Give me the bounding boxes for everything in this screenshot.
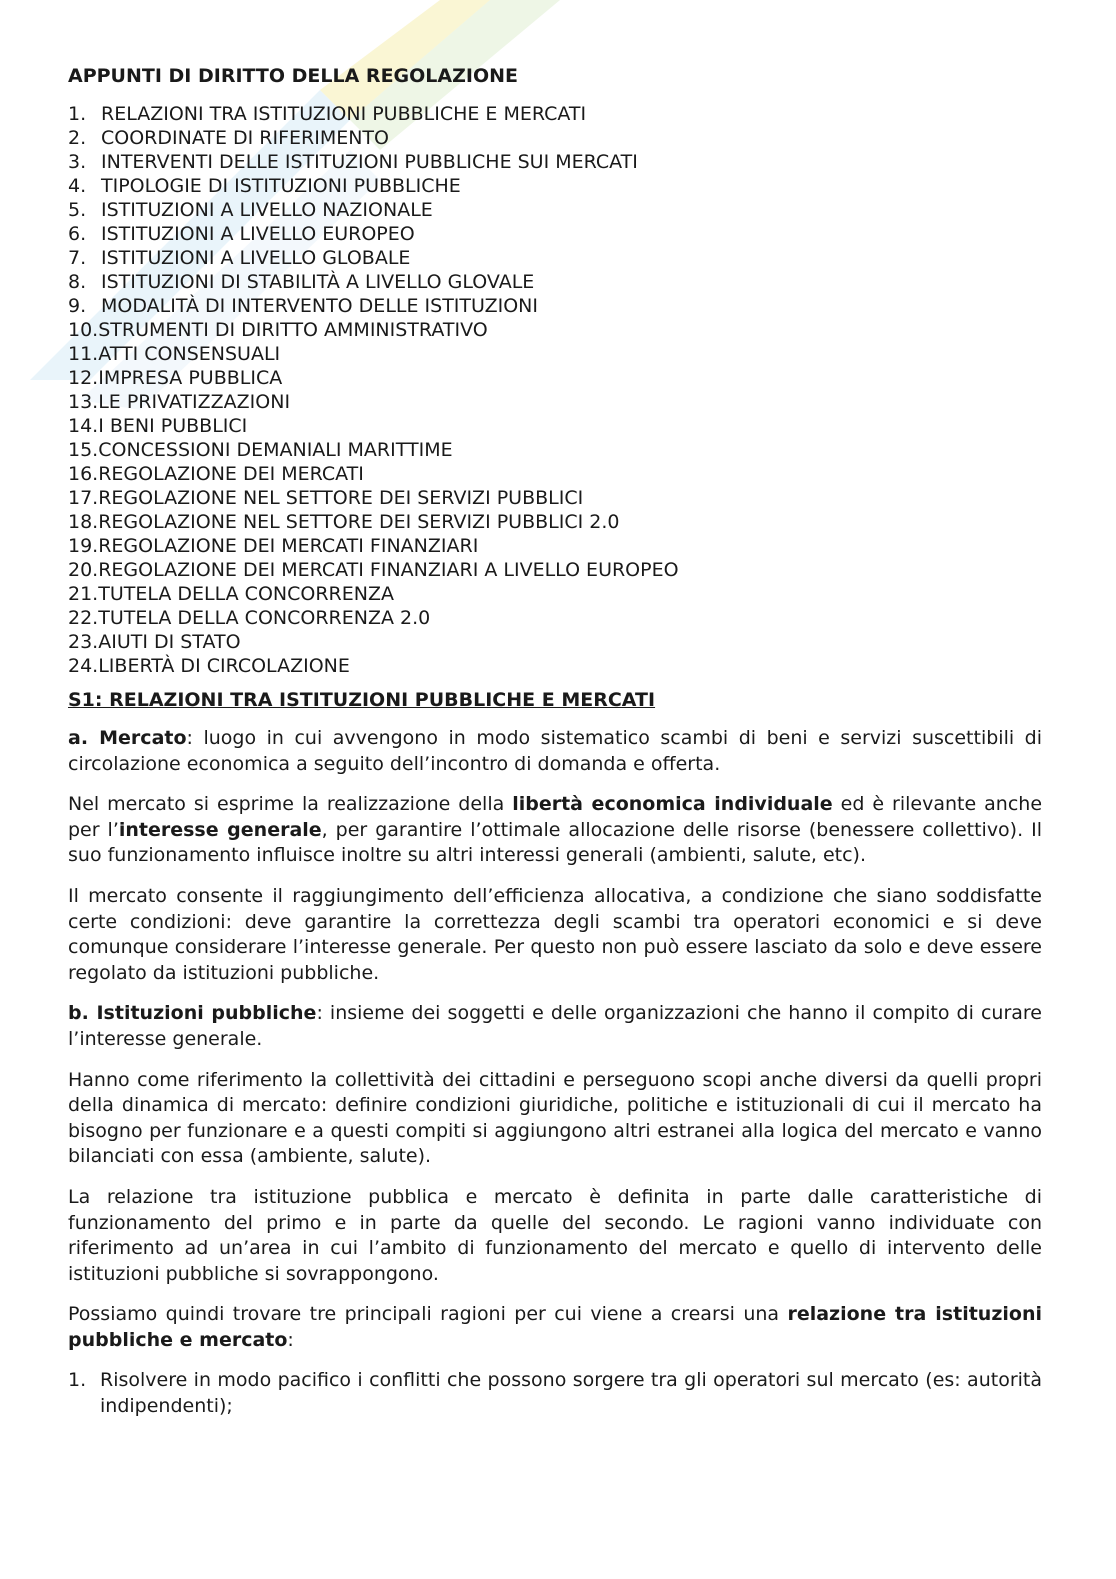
toc-item	[68, 294, 1042, 318]
toc-item-number: 13.	[68, 391, 99, 413]
bold-text: libertà economica individuale	[512, 793, 833, 816]
toc-item-number: 12.	[68, 367, 99, 389]
toc-item-label: REGOLAZIONE DEI MERCATI	[98, 463, 364, 485]
toc-item	[68, 630, 1042, 654]
toc-item-label: REGOLAZIONE DEI MERCATI FINANZIARI	[98, 535, 479, 557]
text-run: Il mercato consente il raggiungimento dell’efficienza allocativa, a condizione che siano soddisfatte certe condizioni: deve garantire la correttezza degli scambi tra operatori economici e si deve comunque considerare l’interesse generale. Per questo non può essere lasciato da solo e deve essere regolato da istituzioni pubbliche.	[68, 884, 1042, 984]
toc-item-label: RELAZIONI TRA ISTITUZIONI PUBBLICHE E MERCATI	[101, 103, 587, 125]
toc-item-number: 5.	[68, 199, 87, 221]
toc-item	[68, 534, 1042, 558]
toc-item-number: 20.	[68, 559, 99, 581]
toc-item-label: LE PRIVATIZZAZIONI	[98, 391, 291, 413]
document-title: APPUNTI DI DIRITTO DELLA REGOLAZIONE	[68, 65, 518, 87]
toc-item	[68, 222, 1042, 246]
toc-item-label: IMPRESA PUBBLICA	[98, 367, 283, 389]
toc-item-label: REGOLAZIONE NEL SETTORE DEI SERVIZI PUBBLICI 2.0	[98, 511, 620, 533]
toc-item-number: 1.	[68, 103, 87, 125]
toc-item	[68, 198, 1042, 222]
reasons-list	[68, 1368, 1042, 1419]
toc-item-number: 17.	[68, 487, 99, 509]
toc-item-number: 14.	[68, 415, 99, 437]
toc-item-label: ISTITUZIONI A LIVELLO NAZIONALE	[101, 199, 433, 221]
bold-text: relazione tra istituzioni pubbliche e mercato	[68, 1303, 1042, 1351]
toc-item-label: TUTELA DELLA CONCORRENZA	[98, 583, 394, 605]
paragraph	[68, 792, 1042, 869]
toc-item-label: COORDINATE DI RIFERIMENTO	[101, 127, 389, 149]
toc-item	[68, 366, 1042, 390]
toc-item	[68, 102, 1042, 126]
toc-item-label: ISTITUZIONI A LIVELLO EUROPEO	[101, 223, 415, 245]
toc-item-number: 11.	[68, 343, 99, 365]
toc-item-label: ATTI CONSENSUALI	[98, 343, 281, 365]
toc-item-number: 10.	[68, 319, 99, 341]
paragraph	[68, 1068, 1042, 1170]
toc-item-label: REGOLAZIONE DEI MERCATI FINANZIARI A LIVELLO EUROPEO	[98, 559, 679, 581]
text-run: : insieme dei soggetti e delle organizzazioni che hanno il compito di curare l’interesse generale.	[68, 1002, 1042, 1050]
toc-item	[68, 558, 1042, 582]
toc-item	[68, 390, 1042, 414]
toc-item-label: LIBERTÀ DI CIRCOLAZIONE	[98, 655, 350, 677]
document-page	[68, 64, 1042, 1420]
section-title: S1: RELAZIONI TRA ISTITUZIONI PUBBLICHE E MERCATI	[68, 689, 656, 711]
text-run: : luogo in cui avvengono in modo sistematico scambi di beni e servizi suscettibili di circolazione economica a seguito dell’incontro di domanda e offerta.	[68, 727, 1042, 775]
toc-item-label: TUTELA DELLA CONCORRENZA 2.0	[98, 607, 431, 629]
toc-item-number: 24.	[68, 655, 99, 677]
toc-item-number: 15.	[68, 439, 99, 461]
toc-item-label: ISTITUZIONI DI STABILITÀ A LIVELLO GLOVALE	[101, 271, 535, 293]
toc-item-number: 7.	[68, 247, 87, 269]
paragraph	[68, 1185, 1042, 1287]
toc-item-number: 8.	[68, 271, 87, 293]
toc-item-label: CONCESSIONI DEMANIALI MARITTIME	[98, 439, 453, 461]
toc-item-label: INTERVENTI DELLE ISTITUZIONI PUBBLICHE SUI MERCATI	[101, 151, 638, 173]
toc-item-label: TIPOLOGIE DI ISTITUZIONI PUBBLICHE	[101, 175, 461, 197]
bold-text: a. Mercato	[68, 727, 187, 749]
toc-item	[68, 462, 1042, 486]
toc-item	[68, 510, 1042, 534]
reason-number: 1.	[68, 1369, 87, 1392]
paragraph	[68, 1302, 1042, 1353]
toc-item-label: I BENI PUBBLICI	[98, 415, 248, 437]
toc-item	[68, 270, 1042, 294]
toc-item	[68, 582, 1042, 606]
toc-item	[68, 150, 1042, 174]
toc-item	[68, 438, 1042, 462]
bold-text: interesse generale	[118, 818, 322, 841]
text-run: ed è rilevante anche per l’	[68, 793, 1043, 841]
toc-item-number: 6.	[68, 223, 87, 245]
toc-item	[68, 246, 1042, 270]
paragraph	[68, 884, 1042, 986]
toc-item	[68, 318, 1042, 342]
toc-item-number: 21.	[68, 583, 99, 605]
table-of-contents	[68, 102, 1042, 678]
section-body	[68, 726, 1042, 1353]
toc-item-number: 4.	[68, 175, 87, 197]
toc-item-number: 18.	[68, 511, 99, 533]
toc-item	[68, 414, 1042, 438]
toc-item-number: 16.	[68, 463, 99, 485]
toc-item-label: ISTITUZIONI A LIVELLO GLOBALE	[101, 247, 411, 269]
text-run: Hanno come riferimento la collettività dei cittadini e perseguono scopi anche diversi da quelli propri della dinamica di mercato: definire condizioni giuridiche, politiche e istituzionali di cui il mercato ha bisogno per funzionare e a questi compiti si aggiungono altri estranei alla logica del mercato e vanno bilanciati con essa (ambiente, salute).	[68, 1068, 1042, 1168]
paragraph	[68, 1001, 1042, 1052]
toc-item-number: 22.	[68, 607, 99, 629]
text-run: La relazione tra istituzione pubblica e mercato è definita in parte dalle caratteristiche di funzionamento del primo e in parte da quelle del secondo. Le ragioni vanno individuate con riferimento ad un’area in cui l’ambito di funzionamento del mercato e quello di intervento delle istituzioni pubbliche si sovrappongono.	[68, 1185, 1042, 1285]
toc-item	[68, 606, 1042, 630]
bold-text: b. Istituzioni pubbliche	[68, 1002, 317, 1025]
reason-text: Risolvere in modo pacifico i conflitti che possono sorgere tra gli operatori sul mercato (es: autorità indipendenti);	[100, 1369, 1042, 1418]
toc-item-label: STRUMENTI DI DIRITTO AMMINISTRATIVO	[98, 319, 488, 341]
text-run: , per garantire l’ottimale allocazione delle risorse (benessere collettivo). Il suo funzionamento influisce inoltre su altri interessi generali (ambienti, salute, etc).	[68, 818, 1042, 867]
text-run: Possiamo quindi trovare tre principali ragioni per cui viene a crearsi una	[68, 1303, 788, 1326]
toc-item-number: 19.	[68, 535, 99, 557]
paragraph	[68, 726, 1042, 777]
toc-item	[68, 654, 1042, 678]
toc-item-number: 3.	[68, 151, 87, 173]
toc-item-number: 2.	[68, 127, 87, 149]
toc-item	[68, 486, 1042, 510]
toc-item	[68, 174, 1042, 198]
toc-item-number: 23.	[68, 631, 99, 653]
text-run: Nel mercato si esprime la realizzazione della	[68, 793, 513, 816]
toc-item-label: AIUTI DI STATO	[98, 631, 241, 653]
text-run: :	[287, 1328, 294, 1351]
toc-item-label: MODALITÀ DI INTERVENTO DELLE ISTITUZIONI	[101, 295, 538, 317]
toc-item-label: REGOLAZIONE NEL SETTORE DEI SERVIZI PUBBLICI	[98, 487, 584, 509]
reason-item	[68, 1368, 1042, 1419]
toc-item	[68, 342, 1042, 366]
toc-item-number: 9.	[68, 295, 87, 317]
toc-item	[68, 126, 1042, 150]
